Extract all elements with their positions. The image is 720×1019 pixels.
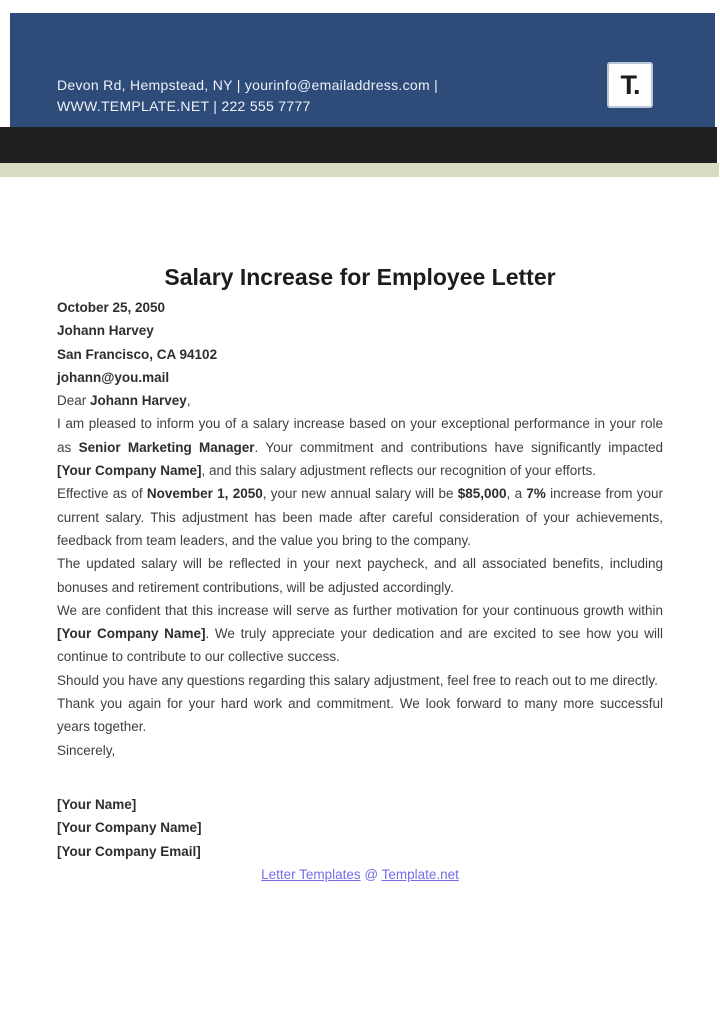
recipient-name: Johann Harvey [57,323,154,339]
recipient-email: johann@you.mail [57,369,170,385]
contact-line-2: WWW.TEMPLATE.NET | 222 555 7777 [57,98,311,114]
letter-title: Salary Increase for Employee Letter [164,264,556,290]
letter-paragraph-2: Effective as of November 1, 2050, your new annual salary will be $85,000, a 7% increase from your current salary. This adjustment has been made after careful consideration of your achievements, feedback from team leaders, and the value you bring to the company. [57,486,663,548]
letter-paragraph-1: I am pleased to inform you of a salary increase based on your exceptional performance in your role as Senior Marketing Manager. Your commitment and contributions have significantly impacted [Your Company Name], and this salary adjustment reflects our recognition of your efforts. [57,416,663,479]
signature-block [57,793,663,863]
letter-paragraph-4: We are confident that this increase will serve as further motivation for your continuous growth within [Your Company Name]. We truly appreciate your dedication and are excited to see how you will continue to contribute to our collective success. [57,602,663,665]
closing-line: Sincerely, [57,742,116,758]
signature-name: [Your Name] [57,796,137,812]
contact-line-1: Devon Rd, Hempstead, NY | yourinfo@emailaddress.com | [57,77,439,93]
letter-meta [57,296,663,389]
logo-text: T. [620,69,640,100]
footer-links [57,863,663,886]
template-net-link[interactable]: Template.net [381,866,459,882]
letter-paragraph-5: Should you have any questions regarding this salary adjustment, feel free to reach out to me directly. [57,672,658,688]
letter-date: October 25, 2050 [57,300,166,315]
sage-stripe-divider [0,163,719,177]
letter-content [57,263,663,886]
salutation: Dear Johann Harvey, [57,393,191,409]
template-logo [607,62,653,108]
signature-company-name: [Your Company Name] [57,820,202,836]
contact-info [57,75,438,117]
signature-company-email: [Your Company Email] [57,843,201,859]
header-banner [10,13,715,127]
letter-templates-link[interactable]: Letter Templates [261,866,361,882]
letter-paragraph-6: Thank you again for your hard work and commitment. We look forward to many more successful years together. [57,696,663,735]
at-separator: @ [364,866,379,882]
recipient-address: San Francisco, CA 94102 [57,346,218,362]
letter-paragraph-3: The updated salary will be reflected in your next paycheck, and all associated benefits, including bonuses and retirement contributions, will be adjusted accordingly. [57,556,663,595]
black-stripe-divider [0,127,717,163]
